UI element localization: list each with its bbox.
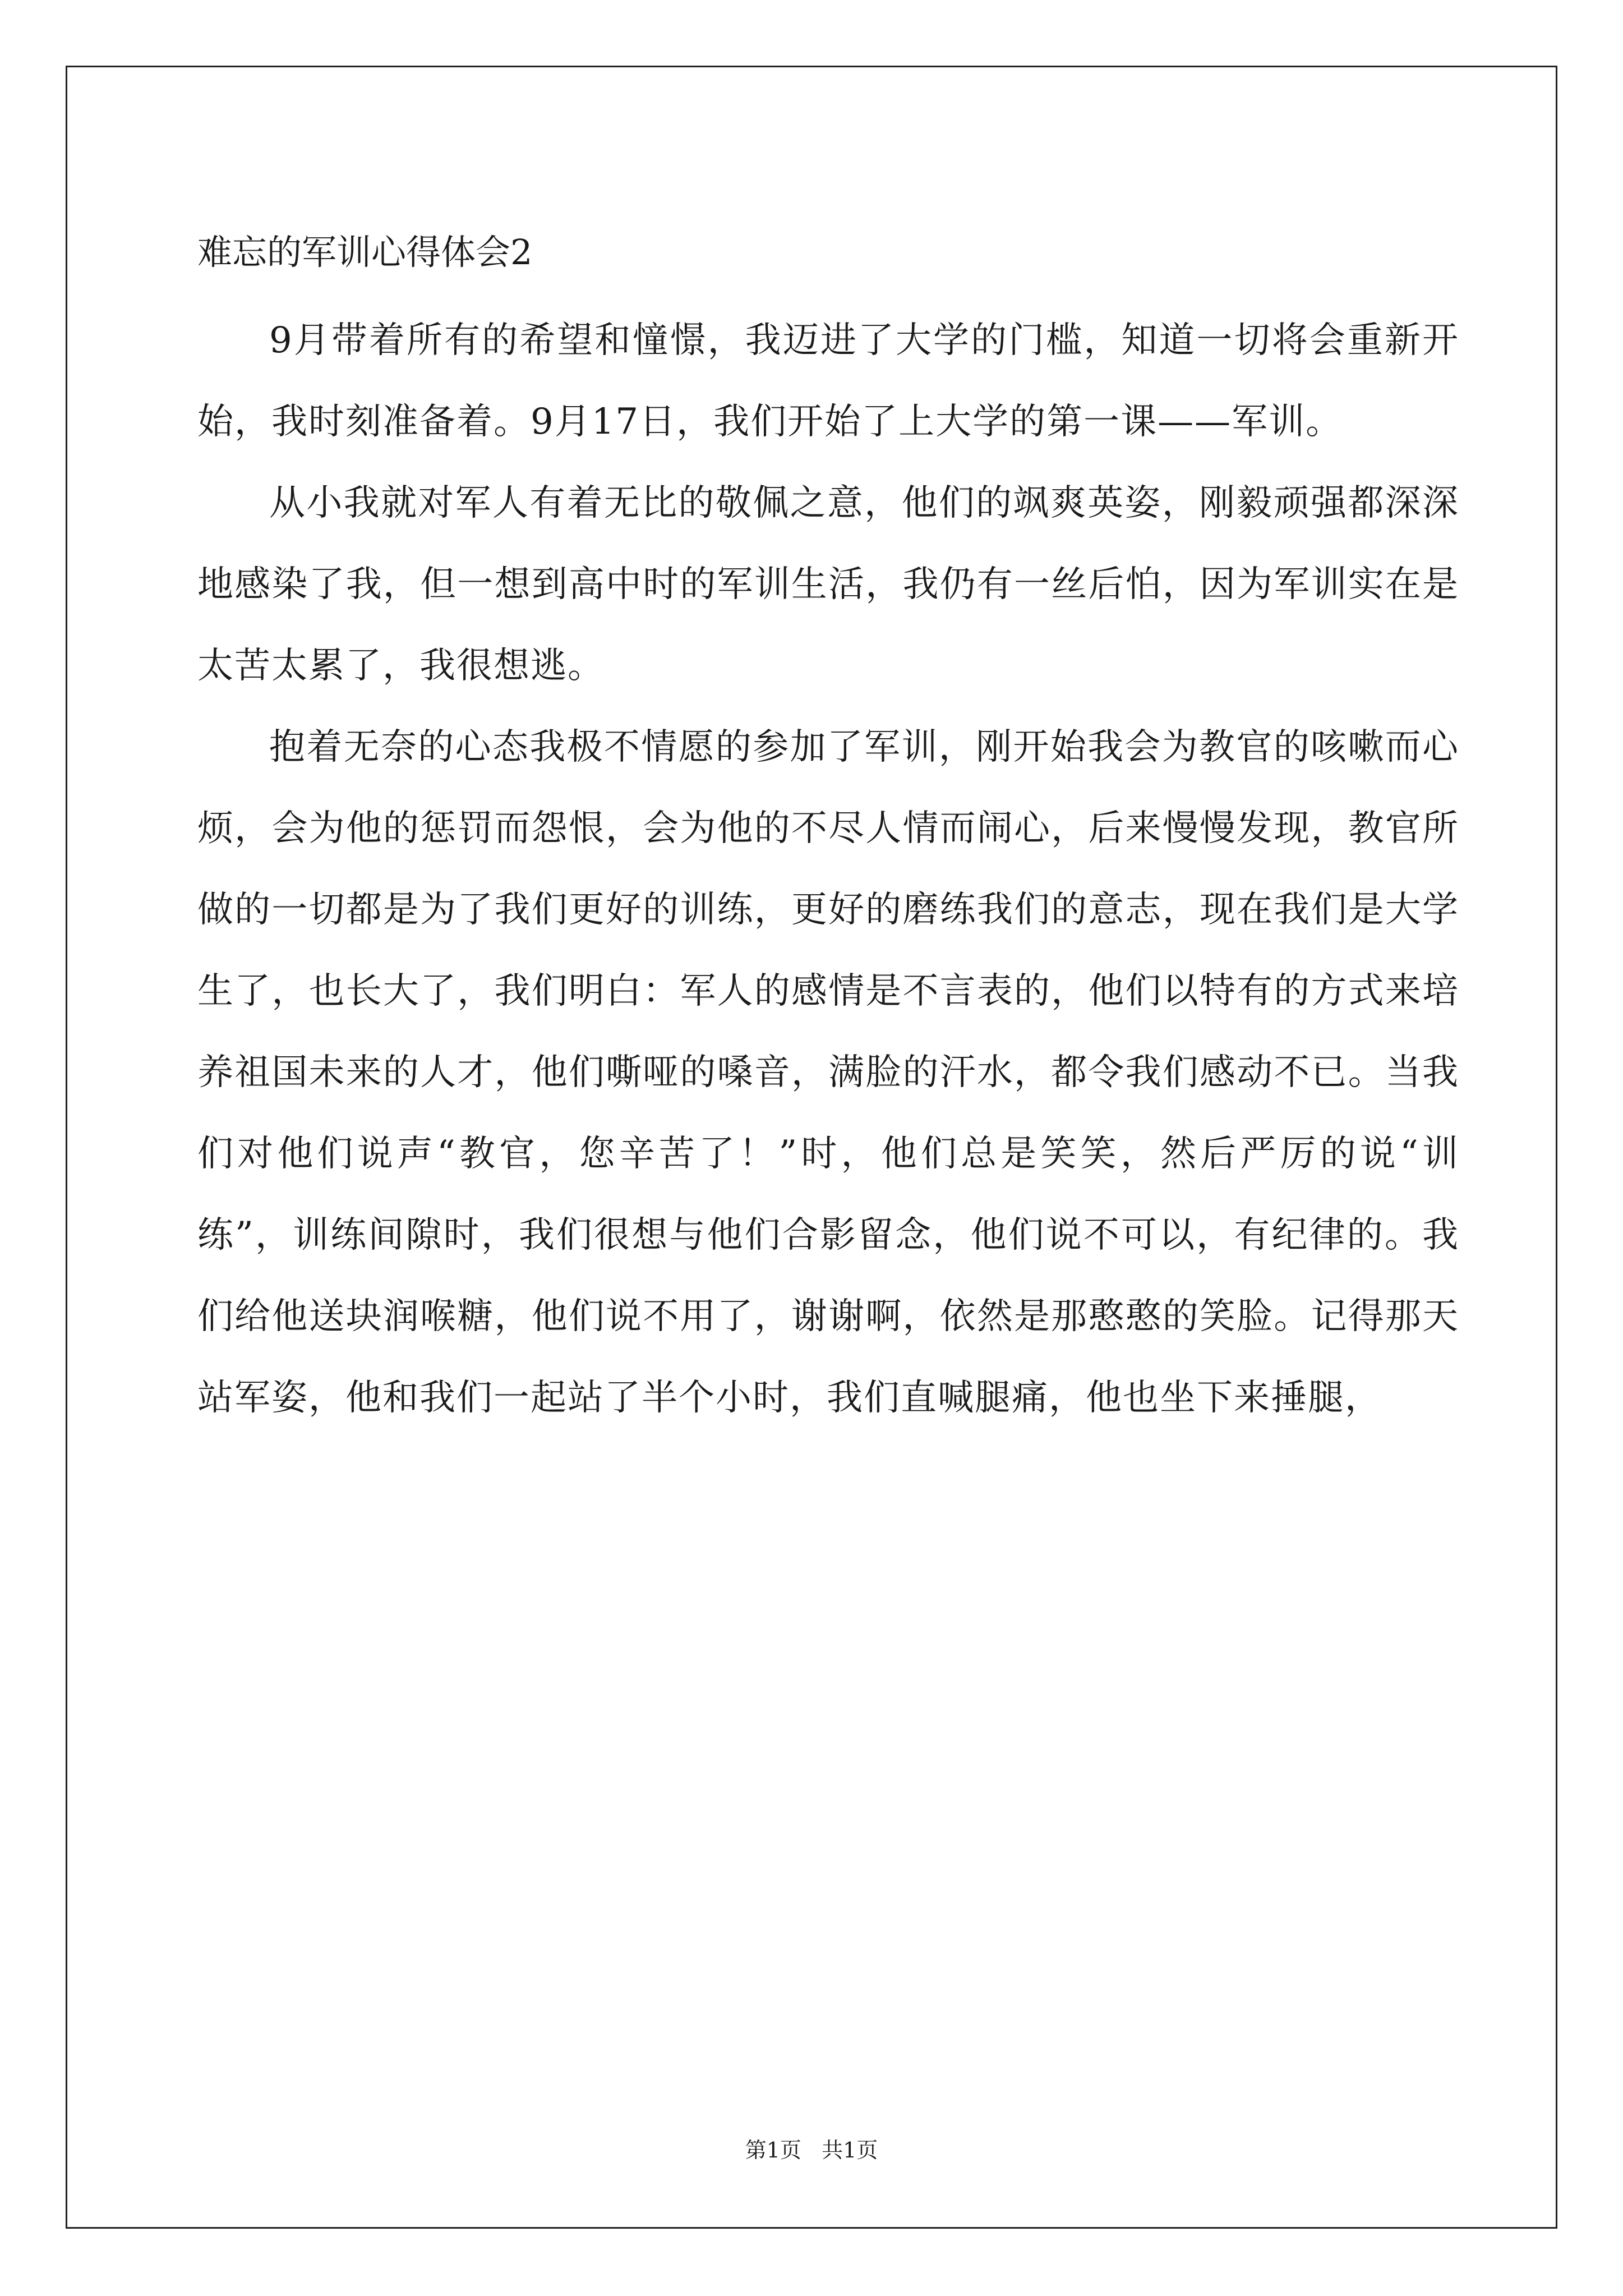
paragraph-list <box>197 300 1459 1439</box>
paragraph: 抱着无奈的心态我极不情愿的参加了军训，刚开始我会为教官的咳嗽而心烦，会为他的惩罚而怨恨，会为他的不尽人情而闹心，后来慢慢发现，教官所做的一切都是为了我们更好的训练，更好的磨练我们的意志，现在我们是大学生了，也长大了，我们明白：军人的感情是不言表的，他们以特有的方式来培养祖国未来的人才，他们嘶哑的嗓音，满脸的汗水，都令我们感动不已。当我们对他们说声“教官，您辛苦了！”时，他们总是笑笑，然后严厉的说“训练”，训练间隙时，我们很想与他们合影留念，他们说不可以，有纪律的。我们给他送块润喉糖，他们说不用了，谢谢啊，依然是那憨憨的笑脸。记得那天站军姿，他和我们一起站了半个小时，我们直喊腿痛，他也坐下来捶腿， <box>197 726 1459 1419</box>
paragraph: 从小我就对军人有着无比的敬佩之意，他们的飒爽英姿，刚毅顽强都深深地感染了我，但一想到高中时的军训生活，我仍有一丝后怕，因为军训实在是太苦太累了，我很想逃。 <box>197 482 1459 687</box>
page-number: 第1页 共1页 <box>745 2138 878 2162</box>
document-body <box>197 222 1459 1439</box>
paragraph: 9月带着所有的希望和憧憬，我迈进了大学的门槛，知道一切将会重新开始，我时刻准备着。9月17日，我们开始了上大学的第一课——军训。 <box>197 320 1459 443</box>
document-title: 难忘的军训心得体会2 <box>197 232 533 273</box>
